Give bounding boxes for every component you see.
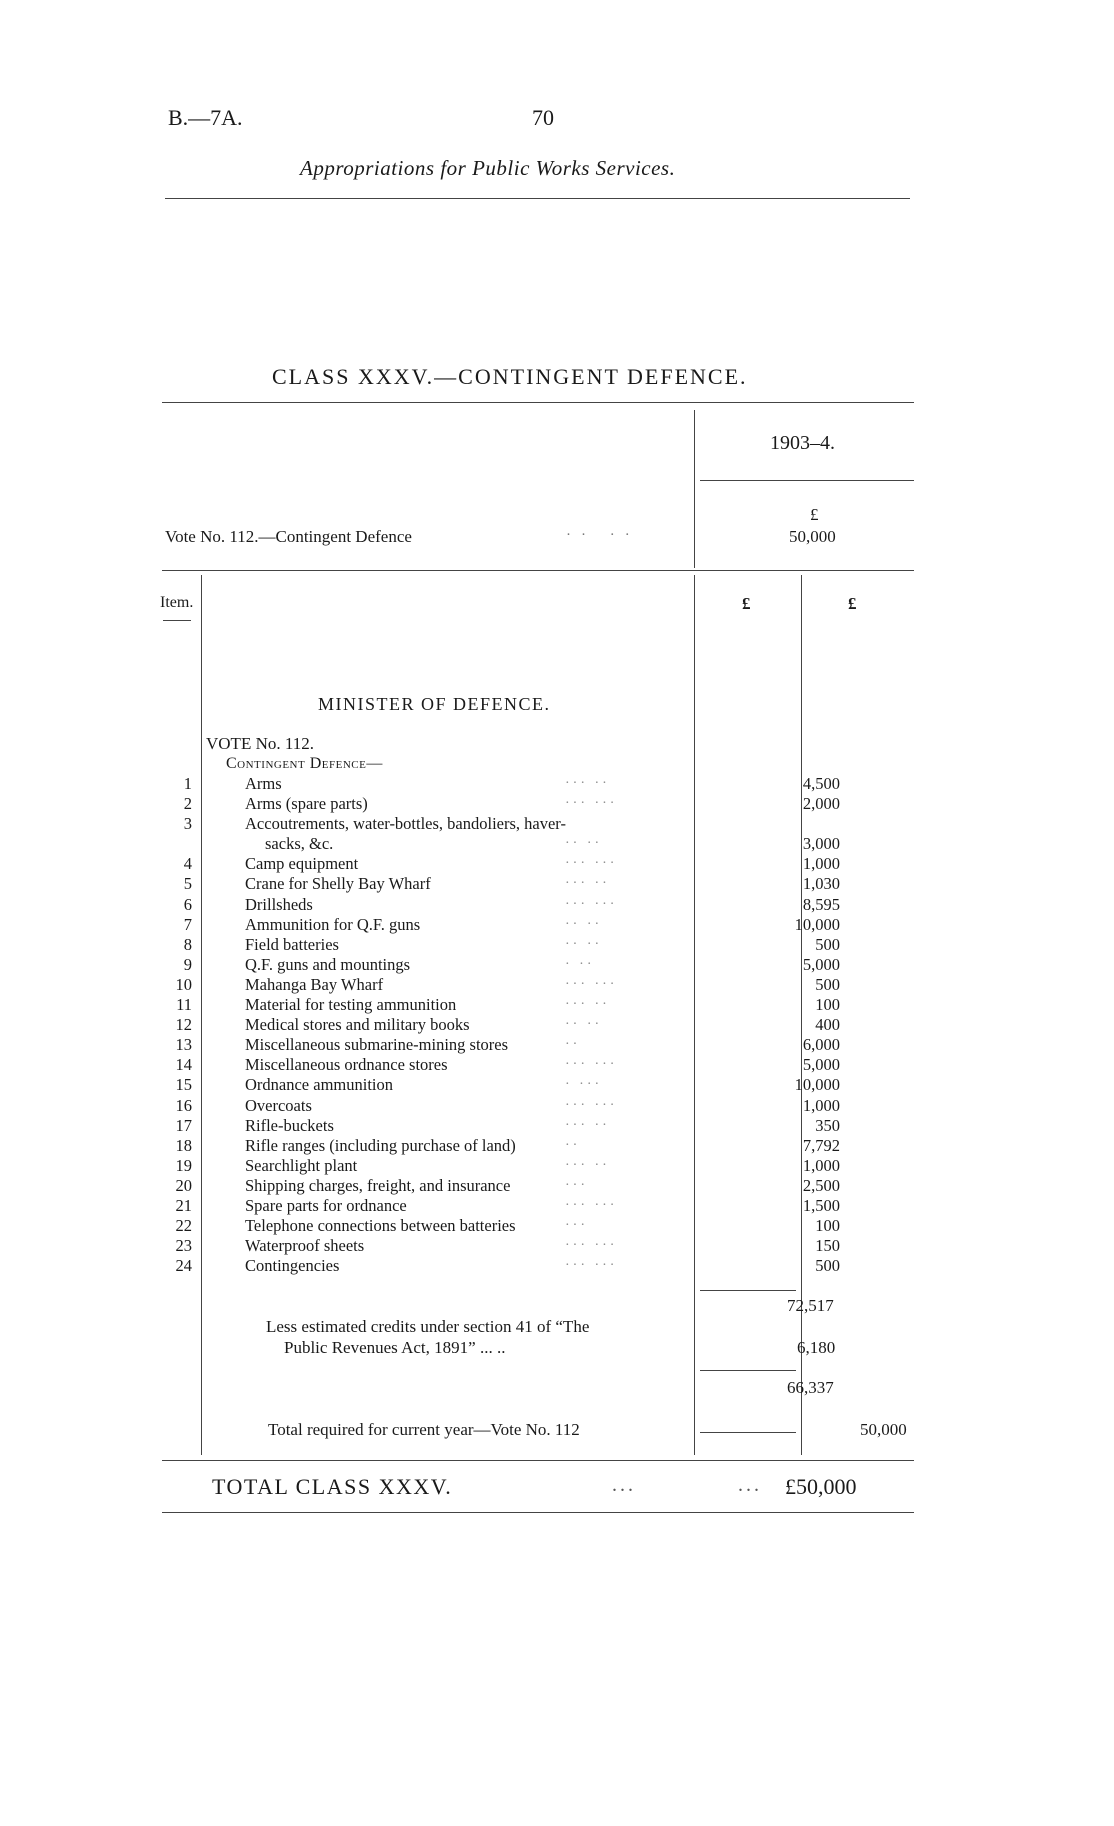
vote-summary-label: Vote No. 112.—Contingent Defence [165,527,412,546]
item-row [150,854,910,874]
item-amount: 100 [815,995,840,1015]
item-amount: 5,000 [802,954,840,974]
grand-total-bottom-rule [162,1512,914,1513]
item-description: Miscellaneous submarine-mining stores [245,1035,509,1055]
item-amount: 350 [815,1115,840,1135]
item-leader-dots: ··· ··· [565,1258,618,1274]
item-description: Q.F. guns and mountings [245,954,411,974]
item-amount: 10,000 [794,1075,840,1095]
item-number: 1 [183,774,192,793]
item-row [150,1136,910,1156]
item-amount: 3,000 [802,834,840,854]
item-number: 24 [175,1256,192,1276]
item-number: 6 [183,894,192,914]
item-amount: 1,000 [802,1095,840,1115]
page-reference: B.—7A. [168,105,243,130]
item-amount: 1,500 [802,1195,840,1215]
item-leader-dots: ·· [565,1137,581,1153]
item-row [150,955,910,975]
item-description: Camp equipment [245,854,359,874]
item-amount: 4,500 [802,774,840,793]
item-leader-dots: · ··· [565,1077,603,1093]
item-description: Drillsheds [245,894,313,914]
grand-total-dots-2: ... [738,1474,762,1496]
page-number: 70 [532,105,554,130]
item-column-header: Item. [160,594,194,611]
item-row [150,1096,910,1116]
item-leader-dots: ··· ··· [565,1057,618,1073]
grand-total-top-rule [162,1460,914,1461]
title-rule [162,402,914,403]
item-number: 11 [176,995,192,1015]
item-description: Field batteries [245,934,339,954]
item-leader-dots: ··· ··· [565,976,618,992]
item-row [150,1156,910,1176]
item-description: Overcoats [245,1095,312,1115]
item-row [150,995,910,1015]
item-number: 21 [175,1195,192,1215]
total-required-amount: 50,000 [860,1420,907,1439]
item-leader-dots: ··· ··· [565,1197,618,1213]
item-number: 9 [183,954,192,974]
item-amount: 1,030 [802,874,840,894]
contingent-defence-heading: Contingent Defence— [226,755,383,772]
vote-summary-dots: ·· ·· [566,527,640,543]
item-row [150,1035,910,1055]
item-description: Waterproof sheets [245,1236,365,1256]
item-header-underline [163,620,191,621]
item-row [150,1216,910,1236]
item-row [150,1055,910,1075]
item-number: 15 [175,1075,192,1095]
item-description: Searchlight plant [245,1155,358,1175]
grand-total-dots-1: ... [612,1474,636,1496]
item-amount: 2,500 [802,1175,840,1195]
item-amount: 2,000 [802,794,840,814]
item-description: Ammunition for Q.F. guns [245,914,421,934]
item-row [150,895,910,915]
item-leader-dots: ··· [565,1177,588,1193]
minister-heading: MINISTER OF DEFENCE. [318,694,551,714]
item-leader-dots: ·· ·· [565,916,603,932]
vote-number-heading: VOTE No. 112. [206,734,314,753]
currency-symbol: £ [810,505,819,524]
item-description: Shipping charges, freight, and insurance [245,1175,511,1195]
item-description: Ordnance ammunition [245,1075,394,1095]
item-number: 18 [175,1135,192,1155]
header-rule [165,198,910,199]
item-number: 22 [175,1216,192,1236]
net-rule [700,1370,796,1371]
item-description: Telephone connections between batteries [245,1216,516,1236]
item-leader-dots: · ·· [565,956,595,972]
item-description: Miscellaneous ordnance stores [245,1055,448,1075]
item-row [150,1256,910,1276]
item-row [150,1075,910,1095]
item-number: 14 [175,1055,192,1075]
item-row [150,1236,910,1256]
items-list [150,774,910,1276]
grand-total-label: TOTAL CLASS XXXV. [212,1474,453,1499]
item-description: Arms (spare parts) [245,794,368,814]
item-number: 20 [175,1175,192,1195]
vote-summary-amount: 50,000 [789,527,836,546]
item-description: Arms [245,774,282,793]
subtotal-amount: 72,517 [787,1296,834,1315]
item-description: Contingencies [245,1256,340,1276]
total-required-label: Total required for current year—Vote No. 112 [268,1420,580,1439]
item-amount: 150 [815,1236,840,1256]
page-subtitle: Appropriations for Public Works Services. [300,156,676,180]
item-amount: 10,000 [794,914,840,934]
item-description: Rifle ranges (including purchase of land) [245,1135,516,1155]
item-row [150,1196,910,1216]
item-amount: 6,000 [802,1035,840,1055]
item-number: 3 [183,814,192,834]
item-description: Material for testing ammunition [245,995,457,1015]
item-amount: 500 [815,934,840,954]
item-number: 13 [175,1035,192,1055]
item-row [150,1176,910,1196]
item-description: Mahanga Bay Wharf [245,974,384,994]
item-number: 8 [183,934,192,954]
item-leader-dots: ··· ··· [565,896,618,912]
item-leader-dots: ··· ·· [565,1117,610,1133]
item-amount: 5,000 [802,1055,840,1075]
item-row [150,814,910,834]
item-number: 16 [175,1095,192,1115]
item-number: 5 [183,874,192,894]
item-leader-dots: ··· ··· [565,796,618,812]
item-description: Crane for Shelly Bay Wharf [245,874,431,894]
less-credits-amount: 6,180 [797,1338,836,1357]
item-amount: 500 [815,1256,840,1276]
item-leader-dots: ··· ·· [565,997,610,1013]
item-leader-dots: ··· ·· [565,776,610,791]
item-leader-dots: ··· ··· [565,1238,618,1254]
item-row [150,794,910,814]
item-description: sacks, &c. [265,834,334,854]
item-number: 17 [175,1115,192,1135]
item-description: Medical stores and military books [245,1015,470,1035]
item-number: 4 [183,854,192,874]
item-row [150,975,910,995]
item-row [150,834,910,854]
item-leader-dots: ·· [565,1037,581,1053]
item-number: 2 [183,794,192,814]
net-amount: 66,337 [787,1378,834,1397]
item-leader-dots: ··· ·· [565,876,610,892]
item-leader-dots: ·· ·· [565,1017,603,1033]
item-number: 12 [175,1015,192,1035]
item-description: Rifle-buckets [245,1115,334,1135]
item-amount: 400 [815,1015,840,1035]
item-row [150,874,910,894]
item-number: 19 [175,1155,192,1175]
item-leader-dots: ··· ··· [565,1097,618,1113]
item-leader-dots: ·· ·· [565,836,603,852]
pound-column-header-2: £ [848,594,857,613]
item-amount: 7,792 [802,1135,840,1155]
item-leader-dots: ··· [565,1218,588,1234]
item-amount: 8,595 [802,894,840,914]
item-row [150,915,910,935]
item-leader-dots: ··· ··· [565,856,618,872]
year-heading: 1903–4. [770,432,835,454]
year-divider [694,410,695,568]
item-description: Spare parts for ordnance [245,1195,407,1215]
item-amount: 1,000 [802,1155,840,1175]
item-amount: 500 [815,974,840,994]
item-leader-dots: ··· ·· [565,1157,610,1173]
item-number: 10 [175,974,192,994]
item-row [150,774,910,794]
class-title: CLASS XXXV.—CONTINGENT DEFENCE. [272,364,748,389]
vote-rule [162,570,914,571]
item-description: Accoutrements, water-bottles, bandoliers, haver- [245,814,566,834]
year-rule [700,480,914,481]
item-amount: 1,000 [802,854,840,874]
pound-column-header-1: £ [742,594,751,613]
item-row [150,1015,910,1035]
less-credits-line-2: Public Revenues Act, 1891” ... .. [284,1338,506,1357]
less-credits-line-1: Less estimated credits under section 41 of “The [266,1317,590,1336]
item-amount: 100 [815,1216,840,1236]
grand-total-amount: £50,000 [785,1474,857,1499]
subtotal-rule [700,1290,796,1291]
total-required-rule [700,1432,796,1433]
item-leader-dots: ·· ·· [565,936,603,952]
item-row [150,935,910,955]
item-row [150,1116,910,1136]
item-number: 23 [175,1236,192,1256]
item-number: 7 [183,914,192,934]
